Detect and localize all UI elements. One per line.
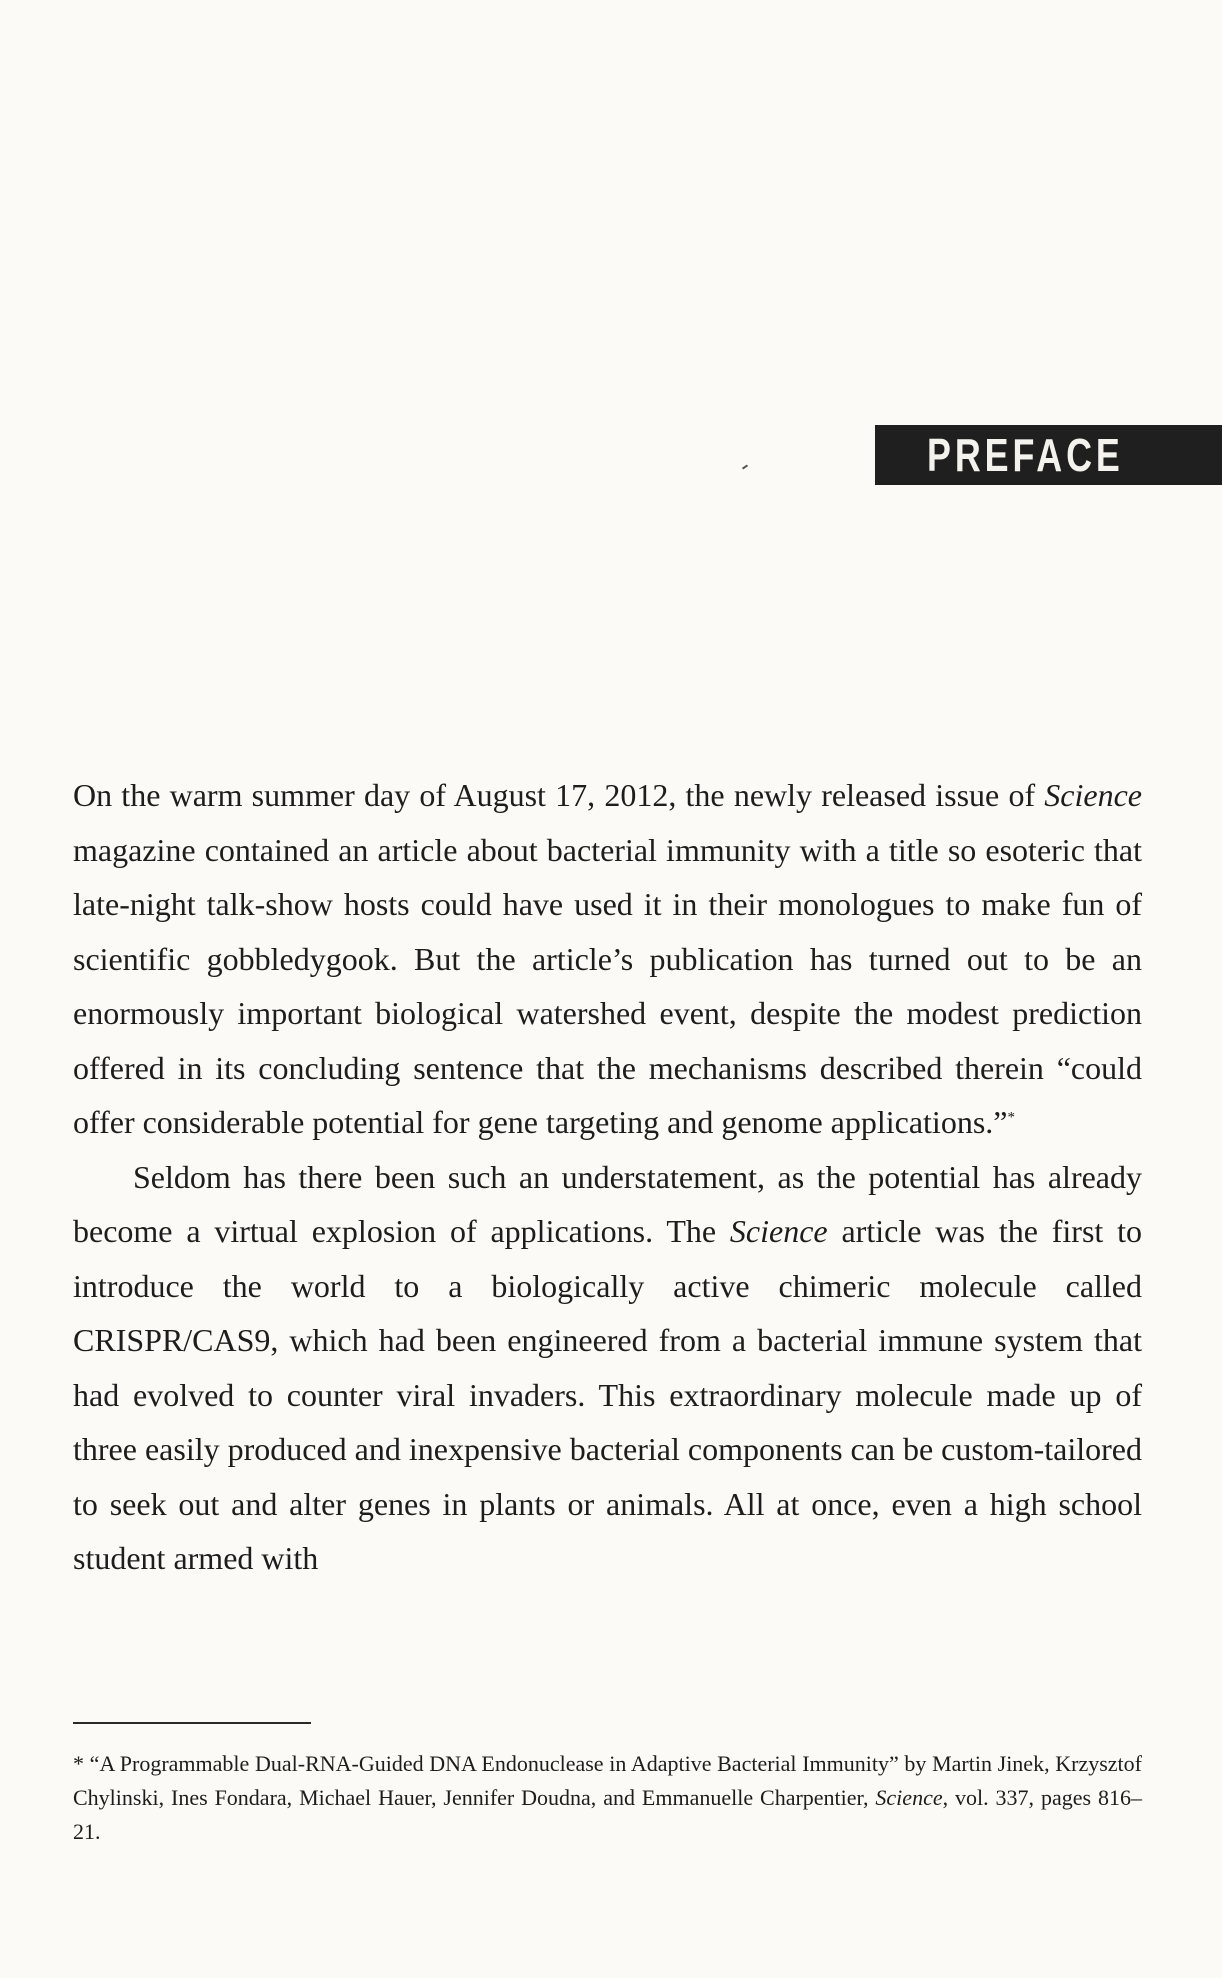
paragraph-2: Seldom has there been such an understatement, as the potential has already become a virtual explosion of applications. The Science article was the first to introduce the world to a biologically active chimeric molecule called CRISPR/CAS9, which had been engineered from a bacterial immune system that had evolved to counter viral invaders. This extraordinary molecule made up of three easily produced and inexpensive bacterial components can be custom-tailored to seek out and alter genes in plants or animals. All at once, even a high school student armed with <box>73 1158 1142 1576</box>
print-speck <box>742 464 748 469</box>
footnote-marker: * <box>1007 1109 1015 1126</box>
paragraph-1: On the warm summer day of August 17, 2012, the newly released issue of Science magazine contained an article about bacterial immunity with a title so esoteric that late-night talk-show hosts could have used it in their monologues to make fun of scientific gobbledygook. But the article’s publication has turned out to be an enormously important biological watershed event, despite the modest prediction offered in its concluding sentence that the mechanisms described therein “could offer considerable potential for gene targeting and genome applications.”* <box>73 777 1142 1140</box>
footnote: * “A Programmable Dual-RNA-Guided DNA Endonuclease in Adaptive Bacterial Immunity” by Martin Jinek, Krzysztof Chylinski, Ines Fondara, Michael Hauer, Jennifer Doudna, and Emmanuelle Charpentier, Science, vol. 337, pages 816–21. <box>73 1751 1142 1844</box>
body-text <box>73 768 1142 1586</box>
chapter-title-banner <box>875 425 1222 485</box>
footnote-divider <box>73 1722 311 1724</box>
footnote-marker: * <box>73 1751 84 1776</box>
chapter-title: PREFACE <box>927 429 1124 481</box>
